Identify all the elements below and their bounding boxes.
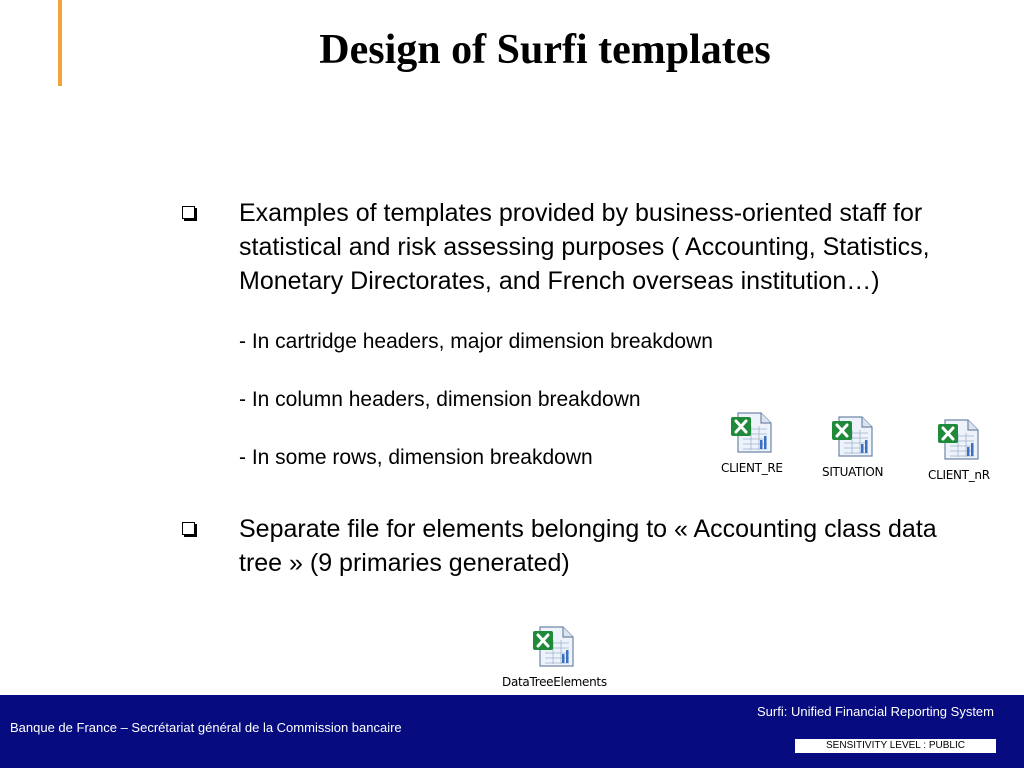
bullet-item [178, 512, 938, 580]
excel-file-icon [937, 419, 981, 461]
file-label: DataTreeElements [502, 675, 607, 689]
footer-organization: Banque de France – Secrétariat général de la Commission bancaire [10, 720, 402, 735]
sub-item-rows: - In some rows, dimension breakdown [239, 446, 593, 469]
bullet-text: Separate file for elements belonging to « Accounting class data tree » (9 primaries generated) [239, 515, 937, 577]
sensitivity-level-badge: SENSITIVITY LEVEL : PUBLIC [795, 739, 996, 753]
bullet-text: Examples of templates provided by business-oriented staff for statistical and risk assessing purposes ( Accounting, Statistics, Monetary Directorates, and French overseas institution…) [239, 199, 930, 295]
sub-item-column-headers: - In column headers, dimension breakdown [239, 388, 641, 411]
file-label: CLIENT_RE [721, 461, 783, 475]
footer [0, 695, 1024, 768]
footer-system-name: Surfi: Unified Financial Reporting System [757, 704, 994, 719]
slide-title: Design of Surfi templates [319, 27, 771, 73]
file-label: SITUATION [822, 465, 884, 479]
checkbox-bullet-icon [182, 522, 195, 535]
file-client-re[interactable] [721, 412, 783, 475]
checkbox-bullet-icon [182, 206, 195, 219]
file-datatreeelements[interactable] [502, 626, 607, 689]
file-client-nr[interactable] [928, 419, 990, 482]
excel-file-icon [532, 626, 576, 668]
slide-content [178, 196, 938, 580]
file-situation[interactable] [822, 416, 883, 479]
excel-file-icon [730, 412, 774, 454]
bullet-item [178, 196, 938, 298]
file-label: CLIENT_nR [928, 468, 990, 482]
sub-item-cartridge-headers: - In cartridge headers, major dimension breakdown [239, 330, 713, 353]
excel-file-icon [831, 416, 875, 458]
